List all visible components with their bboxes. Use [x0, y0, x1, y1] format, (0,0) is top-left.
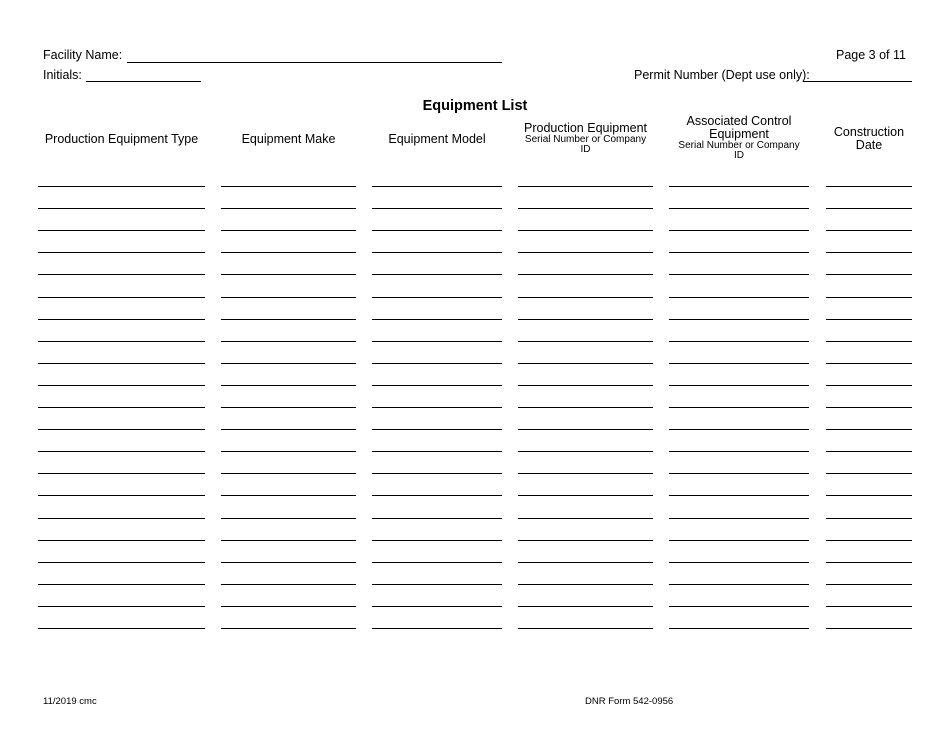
table-cell-line[interactable]	[38, 274, 205, 275]
table-cell-line[interactable]	[826, 385, 912, 386]
table-cell-line[interactable]	[38, 429, 205, 430]
table-cell-line[interactable]	[221, 385, 356, 386]
table-cell-line[interactable]	[669, 363, 809, 364]
permit-number-label: Permit Number (Dept use only):	[634, 68, 810, 82]
table-cell-line[interactable]	[38, 562, 205, 563]
table-cell-line[interactable]	[826, 562, 912, 563]
table-cell-line[interactable]	[372, 429, 502, 430]
table-cell-line[interactable]	[826, 473, 912, 474]
table-cell-line[interactable]	[221, 341, 356, 342]
table-cell-line[interactable]	[372, 540, 502, 541]
table-cell-line[interactable]	[669, 252, 809, 253]
table-cell-line[interactable]	[518, 628, 653, 629]
column-header-main: Construction	[833, 125, 905, 139]
column-header-2	[221, 133, 356, 146]
table-cell-line[interactable]	[372, 385, 502, 386]
table-cell-line[interactable]	[38, 385, 205, 386]
table-cell-line[interactable]	[221, 297, 356, 298]
column-header-main: Equipment Model	[388, 132, 486, 146]
table-cell-line[interactable]	[669, 628, 809, 629]
table-cell-line[interactable]	[38, 540, 205, 541]
table-cell-line[interactable]	[38, 252, 205, 253]
table-cell-line[interactable]	[826, 606, 912, 607]
table-cell-line[interactable]	[669, 473, 809, 474]
table-cell-line[interactable]	[669, 584, 809, 585]
table-cell-line[interactable]	[669, 451, 809, 452]
table-cell-line[interactable]	[372, 186, 502, 187]
column-header-sub: Serial Number or Company	[524, 134, 647, 145]
table-cell-line[interactable]	[826, 518, 912, 519]
table-cell-line[interactable]	[372, 584, 502, 585]
column-header-1	[38, 133, 205, 146]
table-cell-line[interactable]	[669, 341, 809, 342]
initials-label: Initials:	[43, 68, 82, 82]
column-header-main: Equipment Make	[241, 132, 336, 146]
table-cell-line[interactable]	[221, 186, 356, 187]
table-cell-line[interactable]	[518, 363, 653, 364]
table-cell-line[interactable]	[518, 429, 653, 430]
table-cell-line[interactable]	[826, 186, 912, 187]
table-cell-line[interactable]	[372, 208, 502, 209]
table-cell-line[interactable]	[372, 319, 502, 320]
table-cell-line[interactable]	[38, 606, 205, 607]
table-cell-line[interactable]	[669, 429, 809, 430]
column-header-sub: ID	[734, 150, 744, 161]
table-cell-line[interactable]	[826, 584, 912, 585]
table-cell-line[interactable]	[221, 518, 356, 519]
column-header-sub: ID	[580, 144, 591, 155]
page-title: Equipment List	[422, 98, 528, 114]
table-cell-line[interactable]	[221, 562, 356, 563]
table-cell-line[interactable]	[221, 584, 356, 585]
column-header-4	[518, 122, 653, 155]
table-cell-line[interactable]	[826, 628, 912, 629]
column-header-main: Associated Control	[686, 114, 792, 128]
table-cell-line[interactable]	[221, 495, 356, 496]
table-cell-line[interactable]	[826, 319, 912, 320]
table-cell-line[interactable]	[372, 606, 502, 607]
column-header-5	[669, 115, 809, 161]
table-cell-line[interactable]	[826, 252, 912, 253]
table-cell-line[interactable]	[669, 495, 809, 496]
column-header-main: Date	[855, 138, 883, 152]
table-cell-line[interactable]	[669, 385, 809, 386]
table-cell-line[interactable]	[372, 451, 502, 452]
table-cell-line[interactable]	[221, 606, 356, 607]
footer-date: 11/2019 cmc	[43, 696, 97, 707]
table-cell-line[interactable]	[372, 341, 502, 342]
table-cell-line[interactable]	[518, 186, 653, 187]
table-cell-line[interactable]	[38, 451, 205, 452]
table-cell-line[interactable]	[221, 407, 356, 408]
table-cell-line[interactable]	[826, 495, 912, 496]
table-cell-line[interactable]	[38, 584, 205, 585]
table-cell-line[interactable]	[518, 297, 653, 298]
table-cell-line[interactable]	[221, 363, 356, 364]
table-cell-line[interactable]	[669, 208, 809, 209]
table-cell-line[interactable]	[518, 385, 653, 386]
table-cell-line[interactable]	[221, 473, 356, 474]
table-cell-line[interactable]	[372, 562, 502, 563]
table-cell-line[interactable]	[518, 540, 653, 541]
table-cell-line[interactable]	[38, 230, 205, 231]
table-cell-line[interactable]	[669, 319, 809, 320]
table-cell-line[interactable]	[372, 363, 502, 364]
table-cell-line[interactable]	[669, 230, 809, 231]
table-cell-line[interactable]	[221, 429, 356, 430]
table-cell-line[interactable]	[38, 495, 205, 496]
table-cell-line[interactable]	[518, 518, 653, 519]
table-cell-line[interactable]	[826, 451, 912, 452]
table-cell-line[interactable]	[826, 407, 912, 408]
table-cell-line[interactable]	[38, 407, 205, 408]
table-cell-line[interactable]	[518, 252, 653, 253]
table-cell-line[interactable]	[221, 628, 356, 629]
column-header-main: Production Equipment	[524, 121, 647, 135]
table-cell-line[interactable]	[38, 628, 205, 629]
table-cell-line[interactable]	[518, 208, 653, 209]
table-cell-line[interactable]	[221, 230, 356, 231]
table-cell-line[interactable]	[669, 274, 809, 275]
facility-name-label: Facility Name:	[43, 48, 123, 62]
table-cell-line[interactable]	[669, 606, 809, 607]
table-cell-line[interactable]	[221, 208, 356, 209]
column-header-3	[372, 133, 502, 146]
facility-name-field[interactable]	[127, 62, 502, 63]
table-cell-line[interactable]	[221, 319, 356, 320]
table-cell-line[interactable]	[826, 297, 912, 298]
column-header-6	[826, 126, 912, 152]
table-cell-line[interactable]	[38, 341, 205, 342]
table-cell-line[interactable]	[826, 208, 912, 209]
table-cell-line[interactable]	[372, 252, 502, 253]
table-cell-line[interactable]	[372, 407, 502, 408]
table-cell-line[interactable]	[826, 274, 912, 275]
table-cell-line[interactable]	[38, 518, 205, 519]
table-cell-line[interactable]	[38, 208, 205, 209]
table-cell-line[interactable]	[518, 274, 653, 275]
table-cell-line[interactable]	[221, 451, 356, 452]
table-cell-line[interactable]	[518, 584, 653, 585]
table-cell-line[interactable]	[38, 473, 205, 474]
table-cell-line[interactable]	[38, 363, 205, 364]
column-header-sub: Serial Number or Company	[678, 140, 800, 151]
table-cell-line[interactable]	[826, 429, 912, 430]
table-cell-line[interactable]	[826, 230, 912, 231]
table-cell-line[interactable]	[221, 252, 356, 253]
table-cell-line[interactable]	[669, 407, 809, 408]
table-cell-line[interactable]	[518, 341, 653, 342]
table-cell-line[interactable]	[38, 319, 205, 320]
permit-number-field[interactable]	[803, 81, 912, 82]
table-cell-line[interactable]	[669, 186, 809, 187]
table-cell-line[interactable]	[669, 540, 809, 541]
table-cell-line[interactable]	[826, 540, 912, 541]
table-cell-line[interactable]	[669, 562, 809, 563]
footer-form-number: DNR Form 542-0956	[585, 696, 674, 707]
table-cell-line[interactable]	[518, 407, 653, 408]
table-cell-line[interactable]	[518, 473, 653, 474]
table-cell-line[interactable]	[518, 562, 653, 563]
column-header-main: Production Equipment Type	[44, 132, 199, 146]
table-cell-line[interactable]	[221, 540, 356, 541]
table-cell-line[interactable]	[372, 518, 502, 519]
table-cell-line[interactable]	[518, 319, 653, 320]
table-cell-line[interactable]	[221, 274, 356, 275]
table-cell-line[interactable]	[518, 230, 653, 231]
table-cell-line[interactable]	[372, 628, 502, 629]
table-cell-line[interactable]	[372, 495, 502, 496]
table-cell-line[interactable]	[518, 606, 653, 607]
table-cell-line[interactable]	[372, 473, 502, 474]
table-cell-line[interactable]	[518, 495, 653, 496]
table-cell-line[interactable]	[826, 341, 912, 342]
table-cell-line[interactable]	[38, 186, 205, 187]
table-cell-line[interactable]	[669, 297, 809, 298]
table-cell-line[interactable]	[372, 297, 502, 298]
table-cell-line[interactable]	[518, 451, 653, 452]
table-cell-line[interactable]	[372, 274, 502, 275]
page-number: Page 3 of 11	[836, 48, 906, 62]
table-cell-line[interactable]	[372, 230, 502, 231]
column-header-main: Equipment	[709, 127, 769, 141]
initials-field[interactable]	[86, 81, 201, 82]
table-cell-line[interactable]	[669, 518, 809, 519]
table-cell-line[interactable]	[38, 297, 205, 298]
table-cell-line[interactable]	[826, 363, 912, 364]
